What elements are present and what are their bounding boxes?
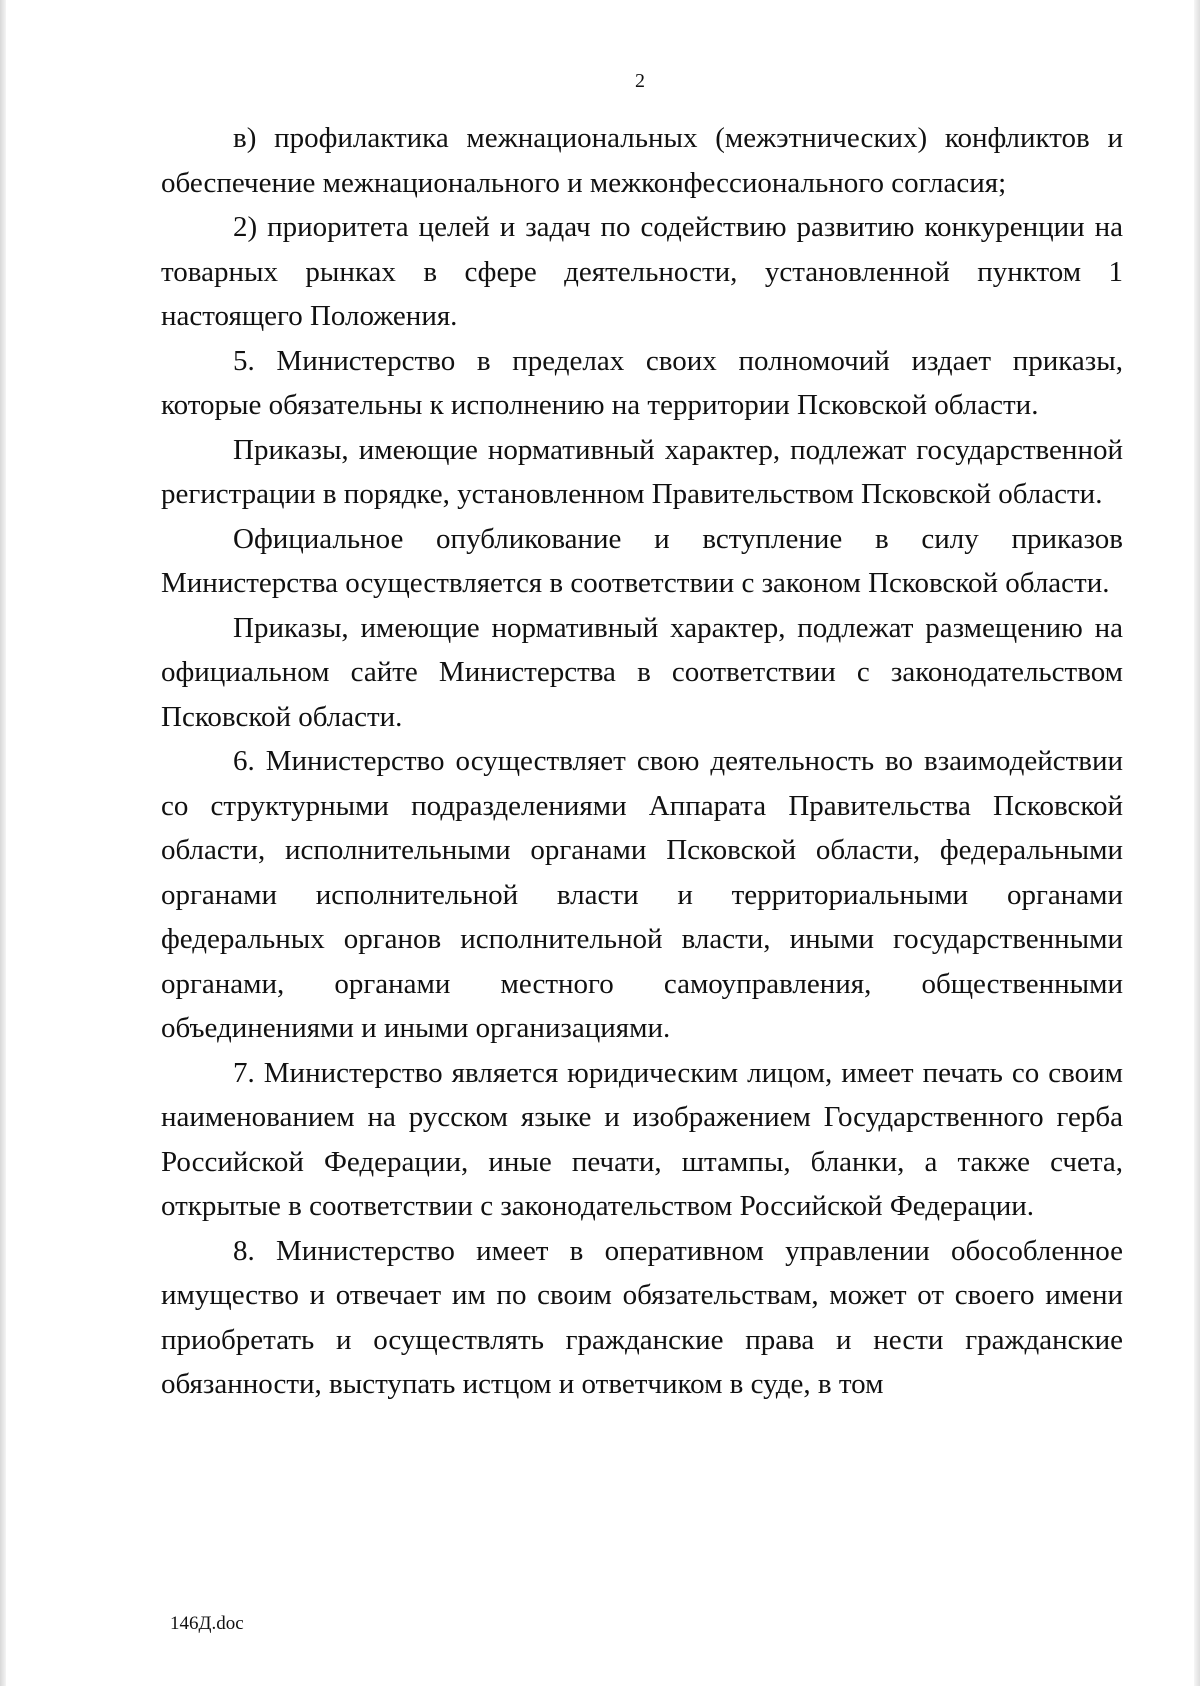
paragraph-item-7: 7. Министерство является юридическим лицом, имеет печать со своим наименованием на русском языке и изображением Государственного герба Российской Федерации, иные печати, штампы, бланки, а также счета, открытые в соответствии с законодательством Российской Федерации. [161,1056,1123,1222]
paragraph-item-5: 5. Министерство в пределах своих полномочий издает приказы, которые обязательны к исполнению на территории Псковской области. [161,344,1123,421]
paragraph-item-8: 8. Министерство имеет в оперативном управлении обособленное имущество и отвечает им по своим обязательствам, может от своего имени приобретать и осуществлять гражданские права и нести гражданские обязанности, выступать истцом и ответчиком в суде, в том [161,1234,1123,1400]
scan-edge-right [1194,0,1200,1686]
paragraph-official-publication: Официальное опубликование и вступление в силу приказов Министерства осуществляется в соответствии с законом Псковской области. [161,522,1123,599]
paragraph-item-6: 6. Министерство осуществляет свою деятельность во взаимодействии со структурными подразделениями Аппарата Правительства Псковской области, исполнительными органами Псковской области, федеральными органами исполнительной власти и территориальными органами федеральных органов исполнительной власти, иными государственными органами, органами местного самоуправления, общественными объединениями и иными организациями. [161,745,1123,1044]
paragraph-orders-registration: Приказы, имеющие нормативный характер, подлежат государственной регистрации в порядке, установленном Правительством Псковской области. [161,433,1123,510]
footer-filename: 146Д.doc [170,1613,244,1634]
paragraph-orders-website: Приказы, имеющие нормативный характер, подлежат размещению на официальном сайте Министерства в соответствии с законодательством Псковской области. [161,611,1123,733]
page-number: 2 [635,70,645,92]
paragraph-subitem-2: 2) приоритета целей и задач по содействию развитию конкуренции на товарных рынках в сфере деятельности, установленной пунктом 1 настоящего Положения. [161,211,1123,332]
scan-edge-left [0,0,6,1686]
paragraph-subitem-v: в) профилактика межнациональных (межэтнических) конфликтов и обеспечение межнационального и межконфессионального согласия; [161,122,1123,199]
document-body [161,116,1123,1407]
